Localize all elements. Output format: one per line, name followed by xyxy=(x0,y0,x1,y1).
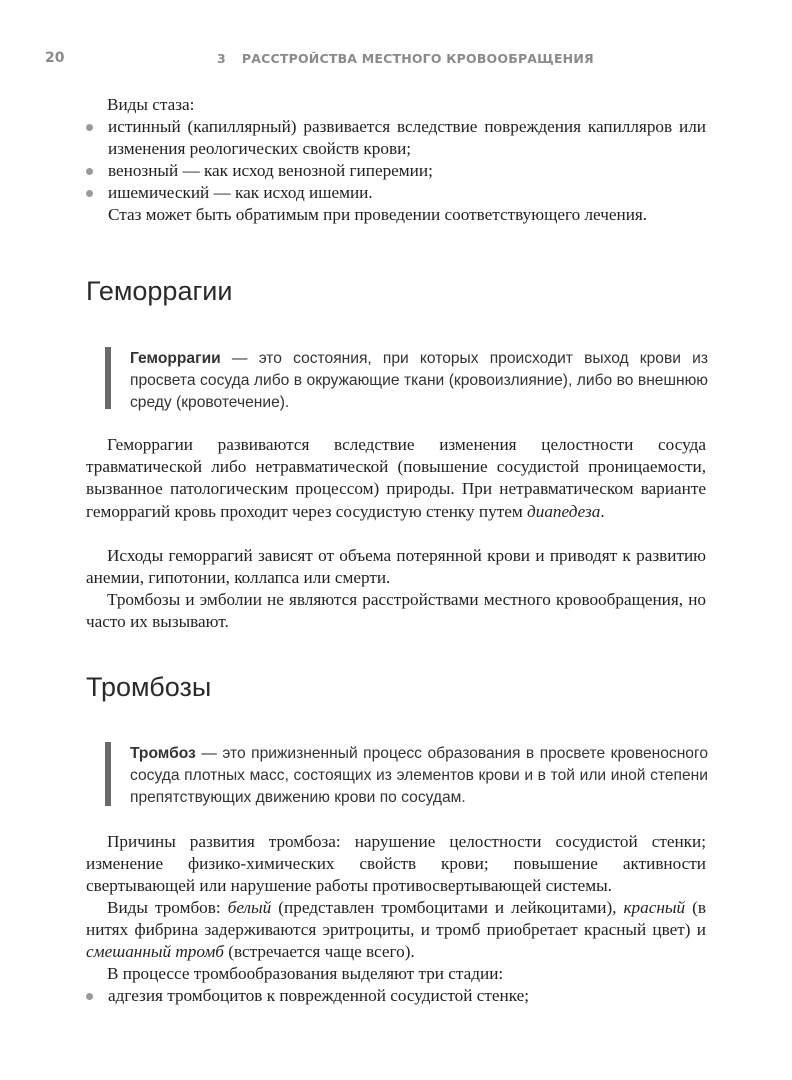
stasis-bullet-1: истинный (капиллярный) развивается вследствие повреждения капилляров или изменения реологических свойств крови; xyxy=(108,117,706,159)
stasis-intro: Виды стаза: xyxy=(107,95,195,114)
hemorrhage-paragraph-1 xyxy=(86,434,706,523)
stasis-conclusion: Стаз может быть обратимым при проведении соответствующего лечения. xyxy=(108,205,648,224)
page-number: 20 xyxy=(45,50,65,66)
thrombosis-paragraph-3: В процессе тромбообразования выделяют три стадии: xyxy=(107,964,504,983)
running-header xyxy=(0,50,792,72)
thrombosis-paragraph-1: Причины развития тромбоза: нарушение целостности сосудистой стенки; изменение физико-химических свойств крови; повышение активности свертывающей или нарушение работы противосвертывающей системы. xyxy=(86,832,706,896)
paragraph-text: (в нитях фибрина задерживаются эритроциты, и тромб приобретает красный цвет) и xyxy=(86,898,706,940)
hemorrhage-paragraph-2: Исходы геморрагий зависят от объема потерянной крови и приводят к развитию анемии, гипотонии, коллапса или смерти. xyxy=(86,546,706,588)
definition-term: Тромбоз xyxy=(130,745,196,762)
bullet-dot xyxy=(86,124,93,131)
paragraph-text: Виды тромбов: xyxy=(107,898,228,917)
definition-hemorrhage xyxy=(130,348,708,414)
thrombosis-bullet-1: адгезия тромбоцитов к поврежденной сосудистой стенке; xyxy=(108,986,530,1005)
section-heading-thrombosis: Тромбозы xyxy=(86,672,212,702)
paragraph-text: (представлен тромбоцитами и лейкоцитами), xyxy=(271,898,624,917)
italic-term: смешанный тромб xyxy=(86,942,224,962)
thrombosis-paragraph-2 xyxy=(86,897,706,964)
definition-bar xyxy=(105,742,111,806)
chapter-title: РАССТРОЙСТВА МЕСТНОГО КРОВООБРАЩЕНИЯ xyxy=(241,51,594,66)
paragraph-text: (встречается чаще всего). xyxy=(223,942,415,962)
definition-term: Геморрагии xyxy=(130,350,221,367)
hemorrhage-paragraph-3: Тромбозы и эмболии не являются расстройствами местного кровообращения, но часто их вызывают. xyxy=(86,590,706,632)
paragraph-text: Геморрагии развиваются вследствие изменения целостности сосуда травматической либо нетравматической (повышение сосудистой проницаемости, вызванное патологическим процессом) природы. При нетравматическом варианте геморрагий кровь проходит через сосудистую стенку путем xyxy=(86,435,706,521)
definition-bar xyxy=(105,347,111,409)
definition-thrombosis xyxy=(130,743,708,809)
stasis-bullet-3: ишемический — как исход ишемии. xyxy=(108,183,373,202)
italic-term: диапедеза xyxy=(527,501,601,521)
definition-body: — это состояния, при которых происходит выход крови из просвета сосуда либо в окружающие ткани (кровоизлияние), либо во внешнюю среду (кровотечение). xyxy=(130,350,708,411)
bullet-dot xyxy=(86,993,93,1000)
stasis-bullet-2: венозный — как исход венозной гиперемии; xyxy=(108,161,433,180)
bullet-dot xyxy=(86,168,93,175)
chapter-running-title xyxy=(217,51,594,66)
definition-body: — это прижизненный процесс образования в просвете кровеносного сосуда плотных масс, состоящих из элементов крови и в той или иной степени препятствующих движению крови по сосудам. xyxy=(130,745,708,806)
bullet-dot xyxy=(86,190,93,197)
paragraph-text: . xyxy=(600,501,605,521)
italic-term: белый xyxy=(227,898,272,917)
section-heading-hemorrhage: Геморрагии xyxy=(86,276,233,306)
chapter-number: 3 xyxy=(217,51,226,66)
italic-term: красный xyxy=(623,898,686,917)
